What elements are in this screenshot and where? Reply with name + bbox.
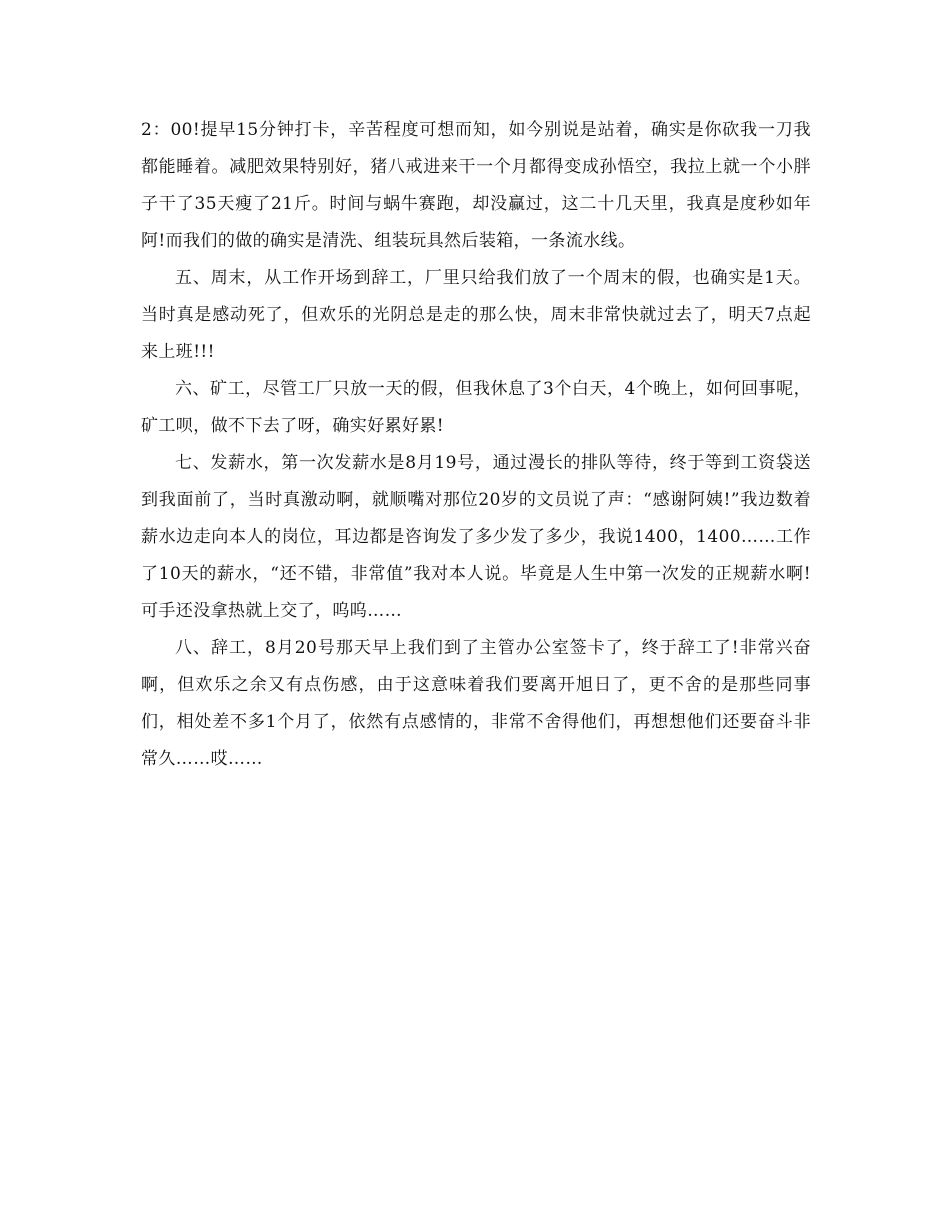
paragraph-resignation: 八、辞工，8月20号那天早上我们到了主管办公室签卡了，终于辞工了!非常兴奋啊，但欢乐之余又有点伤感，由于这意味着我们要离开旭日了，更不舍的是那些同事们，相处差不多1个月了，依然有点感情的，非常不舍得他们，再想想他们还要奋斗非常久……哎…… [141,638,811,769]
paragraph-continuation: 2：00!提早15分钟打卡，辛苦程度可想而知，如今别说是站着，确实是你砍我一刀我都能睡着。减肥效果特别好，猪八戒进来干一个月都得变成孙悟空，我拉上就一个小胖子干了35天瘦了21斤。时间与蜗牛赛跑，却没赢过，这二十几天里，我真是度秒如年阿!而我们的做的确实是清洗、组装玩具然后装箱，一条流水线。 [141,120,811,251]
paragraph-absence: 六、矿工，尽管工厂只放一天的假，但我休息了3个白天，4个晚上，如何回事呢，矿工呗，做不下去了呀，确实好累好累! [141,379,811,436]
document-body [141,112,811,778]
paragraph-weekend: 五、周末，从工作开场到辞工，厂里只给我们放了一个周末的假，也确实是1天。当时真是感动死了，但欢乐的光阴总是走的那么快，周末非常快就过去了，明天7点起来上班!!! [141,268,811,362]
paragraph-salary: 七、发薪水，第一次发薪水是8月19号，通过漫长的排队等待，终于等到工资袋送到我面前了，当时真激动啊，就顺嘴对那位20岁的文员说了声：“感谢阿姨!”我边数着薪水边走向本人的岗位，耳边都是咨询发了多少发了多少，我说1400，1400……工作了10天的薪水，“还不错，非常值”我对本人说。毕竟是人生中第一次发的正规薪水啊!可手还没拿热就上交了，呜呜…… [141,453,811,621]
